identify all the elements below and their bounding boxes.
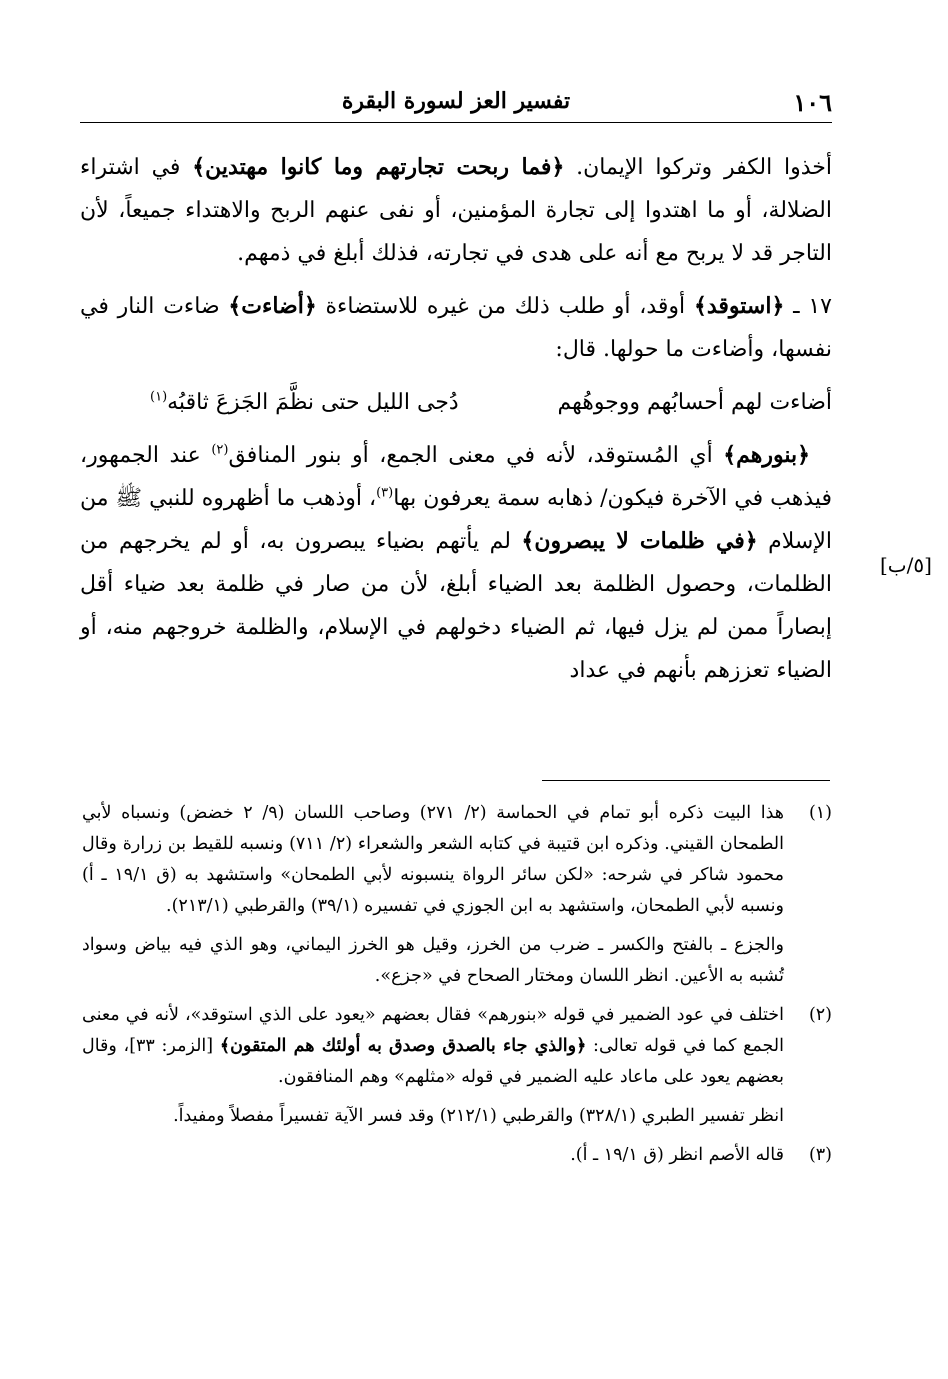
page-number: ١٠٦ <box>793 88 832 117</box>
quran-quote: ﴿والذي جاء بالصدق وصدق به أولئك هم المتقون﴾ <box>219 1036 587 1056</box>
text-run: في اشتراء الضلالة، أو ما اهتدوا إلى تجارة المؤمنين، أو نفى عنهم الربح والاهتداء جميعاً، لأن التاجر قد لا يربح مع أنه على هدى في تجارته، فذلك أبلغ في ذمهم. <box>80 155 832 266</box>
footnote-ref: (٢) <box>211 442 229 458</box>
quran-quote: ﴿استوقد﴾ <box>693 293 785 319</box>
verse-first-hemistich: أضاءت لهم أحسابُهم ووجوهُهم <box>557 390 832 415</box>
quran-quote: ﴿أضاءت﴾ <box>228 293 317 319</box>
footnote-number: (٢) <box>808 1005 832 1025</box>
quran-quote: ﴿بنورهم﴾ <box>723 442 810 468</box>
quran-quote: ﴿فما ربحت تجارتهم وما كانوا مهتدين﴾ <box>192 154 565 180</box>
footnote-body <box>82 1000 784 1140</box>
footnote-paragraph <box>82 1000 784 1093</box>
verse-text: دُجى الليل حتى نظَّمَ الجَزعَ ثاقبُه <box>167 390 459 415</box>
footnote-2 <box>82 1000 832 1140</box>
footnotes <box>82 798 832 1179</box>
footnote-separator <box>542 780 830 781</box>
verse-second-hemistich <box>150 381 459 424</box>
footnote-body <box>82 1140 784 1179</box>
running-title: تفسير العز لسورة البقرة <box>341 88 571 114</box>
paragraph-3 <box>80 434 832 692</box>
footnote-paragraph: قاله الأصم انظر (ق ١٩/١ ـ أ). <box>570 1145 784 1165</box>
text-run: ضاءت النار في نفسها، وأضاءت ما حولها. قال: <box>80 294 832 362</box>
footnote-paragraph: والجزع ـ بالفتح والكسر ـ ضرب من الخرز، وقيل هو الخرز اليماني، وهو الذي فيه بياض وسواد تُشبه به الأعين. انظر اللسان ومختار الصحاح في «جزع». <box>82 935 784 986</box>
text-run: أوقد، أو طلب ذلك من غيره للاستضاءة <box>316 294 694 319</box>
footnote-3 <box>82 1140 832 1179</box>
poetry-verse <box>80 381 832 424</box>
text-run: اختلف في عود الضمير في قوله «بنورهم» فقال بعضهم «يعود على الذي استوقد»، لأنه في معنى الجمع كما في قوله تعالى: <box>82 1005 785 1056</box>
text-run: [الزمر: ٣٣]، وقال بعضهم يعود على ماعاد عليه الضمير في قوله «مثلهم» وهم المنافقون. <box>82 1036 784 1087</box>
page-header <box>80 88 832 123</box>
paragraph-2 <box>80 285 832 371</box>
footnote-number: (١) <box>808 803 832 823</box>
text-run: ، أوذهب ما أظهروه للنبي ﷺ من الإسلام <box>80 486 833 554</box>
footnote-paragraph: انظر تفسير الطبري (٣٢٨/١) والقرطبي (٢١٢/١) وقد فسر الآية تفسيراً مفصلاً ومفيداً. <box>173 1106 784 1126</box>
footnote-paragraph: هذا البيت ذكره أبو تمام في الحماسة (٢/ ٢٧١) وصاحب اللسان (٩/ ٢ خضض) ونسباه لأبي الطمحان القيني. وذكره ابن قتيبة في كتابه الشعر والشعراء (٢/ ٧١١) ونسبه للقيط بن زرارة وقال محمود شاكر في شرحه: «لكن سائر الرواة ينسبونه لأبي الطمحان» واستشهد به (ق ١٩/١ ـ أ) ونسبه لأبي الطمحان، واستشهد به ابن الجوزي في تفسيره (٣٩/١) والقرطبي (٢١٣/١). <box>82 803 784 916</box>
text-run: أي المُستوقد، لأنه في معنى الجمع، أو بنور المنافق <box>228 443 724 468</box>
main-text <box>80 146 832 692</box>
footnote-ref: (٣) <box>376 485 394 501</box>
text-run: أخذوا الكفر وتركوا الإيمان. <box>564 155 832 180</box>
quran-quote: ﴿في ظلمات لا يبصرون﴾ <box>521 528 758 554</box>
text-run: عند الجمهور، فيذهب في الآخرة فيكون/ ذهابه سمة يعرفون بها <box>80 443 832 511</box>
paragraph-1 <box>80 146 832 275</box>
footnote-1 <box>82 798 832 1000</box>
footnote-ref: (١) <box>150 389 168 405</box>
verse-number: ١٧ ـ <box>784 294 832 319</box>
text-run: لم يأتهم بضياء يبصرون به، أو لم يخرجهم من الظلمات، وحصول الظلمة بعد الضياء أبلغ، لأن من صار في ظلمة بعد ضياء أقل إبصاراً ممن لم يزل فيها، ثم الضياء دخولهم في الإسلام، والظلمة خروجهم منه، أو الضياء تعززهم بأنهم في عداد <box>80 529 832 683</box>
footnote-number: (٣) <box>808 1145 832 1165</box>
footnote-body <box>82 798 784 1000</box>
manuscript-folio-marker: [٥/ب] <box>880 553 932 577</box>
